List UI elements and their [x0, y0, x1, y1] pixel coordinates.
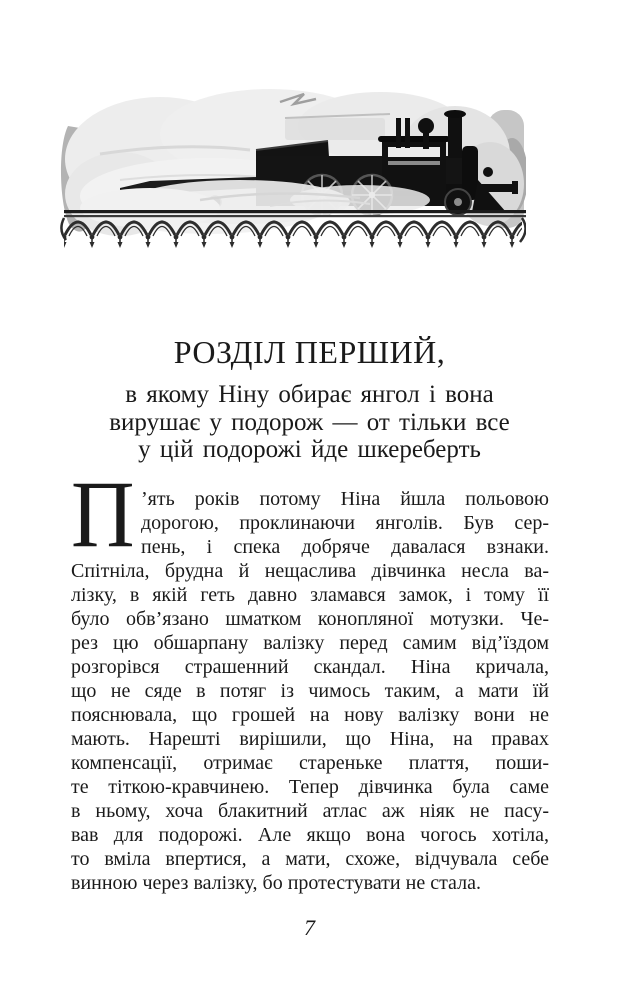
body-line: мають. Нарешті вирішили, що Ніна, на правах — [71, 728, 549, 750]
body-paragraph — [71, 463, 549, 895]
chapter-subtitle — [0, 381, 619, 464]
body-line: що не сяде в потяг із чимось таким, а мати їй — [71, 680, 549, 702]
body-line: рез цю обшарпану валізку перед самим від’їздом — [71, 632, 549, 654]
body-line: в ньому, хоча блакитний атлас аж ніяк не пасу- — [71, 800, 549, 822]
body-line: пояснювала, що грошей на нову валізку вони не — [71, 704, 549, 726]
body-line: вав для подорожі. Але якщо вона чогось хотіла, — [71, 824, 549, 846]
body-line: розгорівся страшенний скандал. Ніна кричала, — [71, 656, 549, 678]
body-line: компенсації, отримає стареньке плаття, поши- — [71, 752, 549, 774]
steam-train-illustration — [60, 84, 526, 252]
lace-border — [64, 217, 522, 251]
body-line: винною через валізку, бо протестувати не стала. — [71, 872, 481, 894]
body-line: дорогою, проклинаючи янголів. Був сер- — [141, 512, 549, 534]
body-line: Спітніла, брудна й нещаслива дівчинка несла ва- — [71, 560, 549, 582]
body-line: то вміла впертися, а мати, схоже, відчувала себе — [71, 848, 549, 870]
body-line: лізку, в якій геть давно зламався замок, і тому її — [71, 584, 549, 606]
body-line: пень, і спека добряче давалася взнаки. — [141, 536, 549, 558]
body-line: було обв’язано шматком конопляної мотузки. Че- — [71, 608, 549, 630]
chapter-subtitle-line: в якому Ніну обирає янгол і вона — [125, 381, 494, 408]
chapter-title: РОЗДІЛ ПЕРШИЙ, — [173, 334, 446, 370]
chapter-subtitle-line: вирушає у подорож — от тільки все — [109, 408, 510, 436]
body-line: ’ять років потому Ніна йшла польовою — [141, 488, 549, 510]
page-number: 7 — [304, 915, 315, 940]
body-line: те тіткою-кравчинею. Тепер дівчинка була саме — [71, 776, 549, 798]
drop-cap: П — [71, 463, 135, 569]
chapter-subtitle-line: у цій подорожі йде шкереберть — [138, 436, 481, 463]
